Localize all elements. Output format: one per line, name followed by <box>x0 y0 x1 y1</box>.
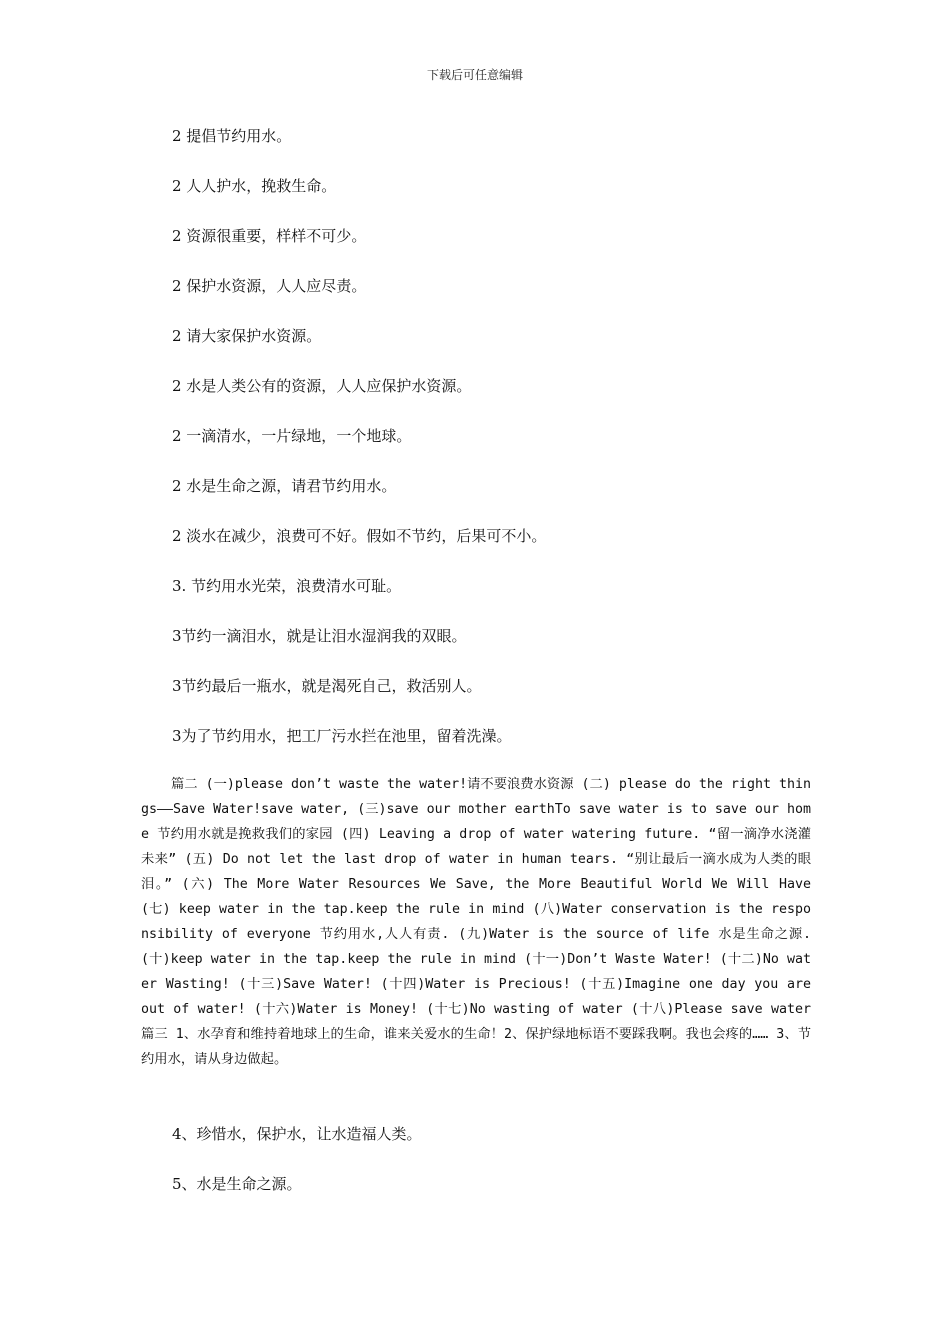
slogan-line: 2 水是生命之源，请君节约用水。 <box>172 477 397 495</box>
page-header: 下载后可任意编辑 <box>426 68 523 82</box>
slogan-line: 2 水是人类公有的资源，人人应保护水资源。 <box>172 377 472 395</box>
slogan-line: 3为了节约用水，把工厂污水拦在池里，留着洗澡。 <box>172 727 512 745</box>
slogan-line: 2 请大家保护水资源。 <box>172 327 322 345</box>
slogan-line: 2 保护水资源，人人应尽责。 <box>172 277 367 295</box>
slogan-line: 5、水是生命之源。 <box>172 1175 302 1193</box>
paragraph-text: 篇二 (一)please don’t waste the water!请不要浪费水资源 (二) please do the right things——Save Water!save water, (三)save our mother earthTo save water is to save our home 节约用水就是挽救我们的家园 (四) Leaving a drop of water watering future. “留一滴净水浇灌未来” (五) Do not let the last drop of water in human tears. “别让最后一滴水成为人类的眼泪。” (六) The More Water Resources We Save, the More Beautiful World We Will Have (七) keep water in the tap.keep the rule in mind (八)Water conservation is the responsibility of everyone 节约用水,人人有责. (九)Water is the source of life 水是生命之源. (十)keep water in the tap.keep the rule in mind (十一)Don’t Waste Water! (十二)No water Wasting! (十三)Save Water! (十四)Water is Precious! (十五)Imagine one day you are out of water! (十六)Water is Money! (十七)No wasting of water (十八)Please save water 篇三 1、水孕育和维持着地球上的生命，谁来关爱水的生命！2、保护绿地标语不要踩我啊。我也会疼的…… 3、节约用水，请从身边做起。 <box>141 777 811 1067</box>
slogan-line: 3节约最后一瓶水，就是渴死自己，救活别人。 <box>172 677 482 695</box>
slogan-line: 4、珍惜水，保护水，让水造福人类。 <box>172 1125 422 1143</box>
slogan-line: 2 资源很重要，样样不可少。 <box>172 227 367 245</box>
slogan-line: 3. 节约用水光荣，浪费清水可耻。 <box>172 577 402 595</box>
slogan-line: 3节约一滴泪水，就是让泪水湿润我的双眼。 <box>172 627 467 645</box>
slogan-line: 2 人人护水，挽救生命。 <box>172 177 337 195</box>
body-paragraph <box>141 772 811 1072</box>
slogan-line: 2 淡水在减少，浪费可不好。假如不节约，后果可不小。 <box>172 527 547 545</box>
slogan-line: 2 提倡节约用水。 <box>172 127 292 145</box>
slogan-line: 2 一滴清水，一片绿地，一个地球。 <box>172 427 412 445</box>
